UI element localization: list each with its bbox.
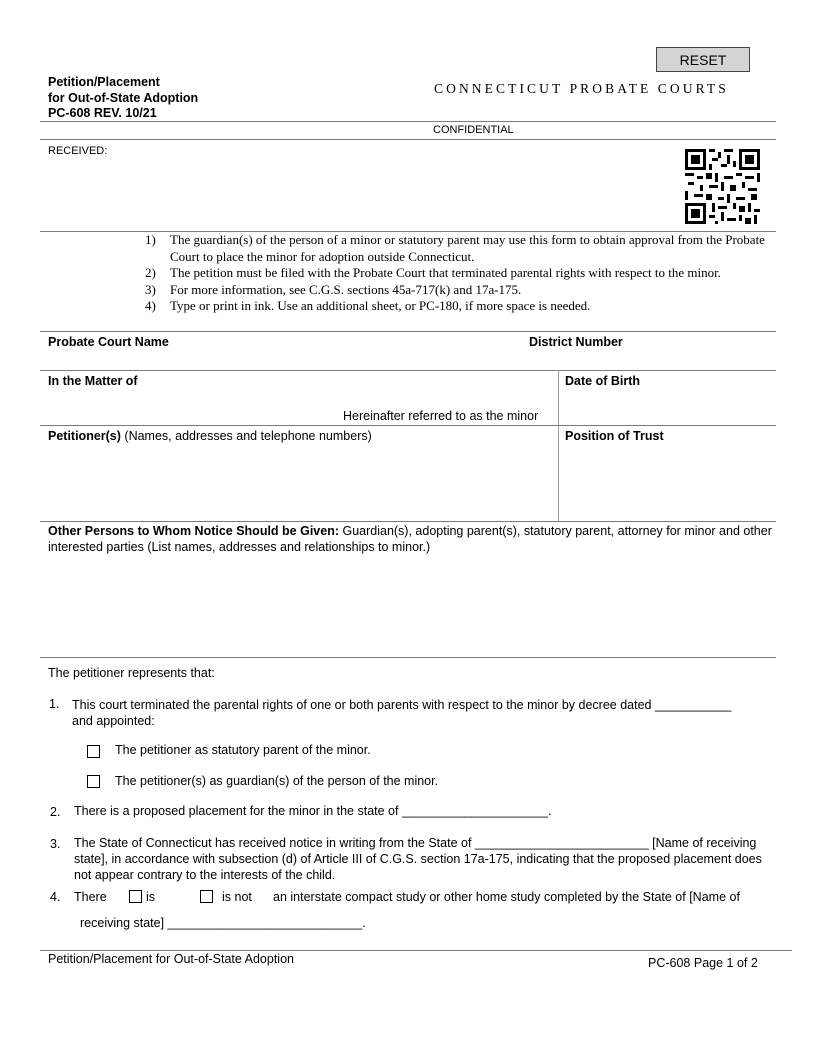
other-persons-label-bold: Other Persons to Whom Notice Should be Given:	[48, 524, 339, 538]
is-not-option-label: is not	[222, 890, 252, 904]
footer-page-number: PC-608 Page 1 of 2	[648, 956, 758, 970]
instruction-text: The petition must be filed with the Probate Court that terminated parental rights with respect to the minor.	[170, 265, 721, 280]
petitioners-label-rest: (Names, addresses and telephone numbers)	[120, 429, 372, 443]
in-the-matter-of-label: In the Matter of	[48, 374, 138, 388]
item3-text: The State of Connecticut has received notice in writing from the State of _________________________ [Name of receiving state], in accordance with subsection (d) of Article III of C.G.S. section 17a-175, indicating that the proposed placement does not appear contrary to the interests of the child.	[74, 836, 762, 882]
divider	[40, 657, 776, 658]
instruction-number: 3)	[145, 281, 156, 297]
form-number: PC-608 REV.	[48, 106, 122, 120]
form-number-line	[48, 106, 198, 122]
confidential-label: CONFIDENTIAL	[433, 124, 514, 136]
other-persons-label	[48, 523, 773, 555]
divider	[40, 425, 776, 426]
item1-text	[72, 697, 792, 729]
column-divider	[558, 370, 559, 521]
form-revision: 10/21	[125, 106, 157, 120]
other-persons-label-rest: Guardian(s), adopting parent(s), statutory parent, attorney for minor and other interested parties (List names, addresses and relationships to minor.)	[48, 524, 772, 554]
item1-text-line2: and appointed:	[72, 714, 155, 728]
item2-number: 2.	[50, 805, 61, 819]
item4-there-label: There	[74, 890, 107, 904]
item1-number: 1.	[49, 697, 60, 711]
probate-court-name-label: Probate Court Name	[48, 335, 169, 349]
instructions-list	[145, 232, 770, 315]
instruction-item	[145, 232, 770, 265]
guardian-checkbox[interactable]	[87, 775, 100, 788]
instruction-item	[145, 282, 770, 299]
representations-intro: The petitioner represents that:	[48, 666, 215, 680]
divider	[40, 139, 776, 140]
divider	[40, 521, 776, 522]
footer-form-title: Petition/Placement for Out-of-State Adoption	[48, 952, 294, 966]
guardian-option-label: The petitioner(s) as guardian(s) of the person of the minor.	[115, 774, 439, 788]
is-option-label: is	[146, 890, 156, 904]
instruction-item	[145, 265, 770, 282]
divider	[40, 331, 776, 332]
item4-text-line2: receiving state] ____________________________.	[80, 916, 366, 930]
instruction-number: 1)	[145, 232, 156, 247]
reset-button[interactable]: RESET	[656, 47, 750, 72]
footer-divider	[40, 950, 792, 951]
statutory-parent-option-label: The petitioner as statutory parent of the minor.	[115, 743, 371, 757]
district-number-label: District Number	[529, 335, 623, 349]
petitioners-label	[48, 429, 372, 443]
is-checkbox[interactable]	[129, 890, 142, 903]
court-name: CONNECTICUT PROBATE COURTS	[434, 81, 729, 96]
instruction-number: 2)	[145, 265, 156, 280]
item1-text-line1: This court terminated the parental rights of one or both parents with respect to the minor by decree dated ___________	[72, 698, 732, 712]
qr-code-icon	[685, 149, 760, 224]
item3-number: 3.	[50, 837, 61, 851]
hereinafter-label: Hereinafter referred to as the minor	[343, 409, 539, 423]
form-title-line1: Petition/Placement	[48, 75, 160, 89]
form-title-line2: for Out-of-State Adoption	[48, 90, 199, 105]
instruction-text: The guardian(s) of the person of a minor or statutory parent may use this form to obtain approval from the Probate Court to place the minor for adoption outside Connecticut.	[170, 232, 765, 264]
item4-text: an interstate compact study or other home study completed by the State of [Name of	[273, 890, 740, 904]
instruction-number: 4)	[145, 298, 156, 313]
item4-number: 4.	[50, 890, 61, 904]
date-of-birth-label: Date of Birth	[565, 374, 640, 388]
instruction-text: Type or print in ink. Use an additional sheet, or PC-180, if more space is needed.	[170, 298, 591, 313]
is-not-checkbox[interactable]	[200, 890, 213, 903]
divider	[40, 370, 776, 371]
instruction-text: For more information, see C.G.S. sections 45a-717(k) and 17a-175.	[170, 281, 522, 297]
instruction-item	[145, 298, 770, 315]
divider	[40, 121, 776, 122]
petitioners-label-bold: Petitioner(s)	[48, 429, 121, 443]
form-title	[48, 75, 198, 122]
statutory-parent-checkbox[interactable]	[87, 745, 100, 758]
received-stamp-label: RECEIVED:	[48, 145, 108, 157]
position-of-trust-label: Position of Trust	[565, 429, 664, 443]
item2-text: There is a proposed placement for the minor in the state of _____________________.	[74, 804, 552, 818]
